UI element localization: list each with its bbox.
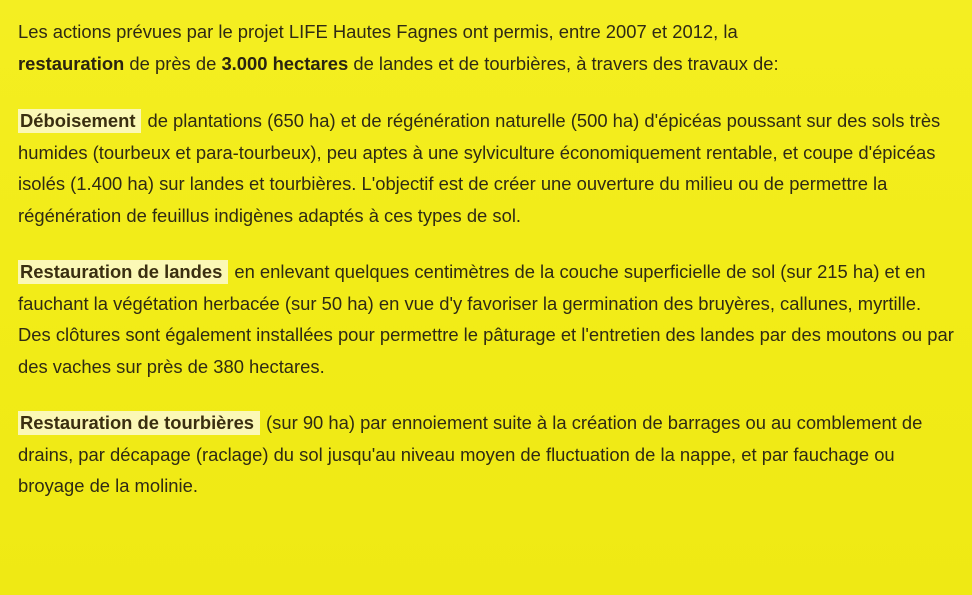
intro-bold-restauration: restauration	[18, 52, 125, 74]
intro-text-3: de landes et de tourbières, à travers des travaux de:	[348, 52, 779, 74]
intro-text-2: de près de	[124, 52, 222, 74]
section-tourbieres	[18, 407, 958, 502]
section-landes	[18, 256, 958, 382]
intro-bold-hectares: 3.000 hectares	[221, 52, 349, 74]
section-title-tourbieres: Restauration de tourbières	[18, 411, 260, 435]
section-deboisement	[18, 105, 958, 231]
intro-text-1: Les actions prévues par le projet LIFE Hautes Fagnes ont permis, entre 2007 et 2012, la	[18, 21, 738, 42]
intro-paragraph	[18, 16, 958, 79]
section-title-landes: Restauration de landes	[18, 260, 228, 284]
section-title-deboisement: Déboisement	[18, 109, 141, 133]
section-text-deboisement: de plantations (650 ha) et de régénération naturelle (500 ha) d'épicéas poussant sur des sols très humides (tourbeux et para-tourbeux), peu aptes à une sylviculture économiquement rentable, et coupe d'épicéas isolés (1.400 ha) sur landes et tourbières. L'objectif est de créer une ouverture du milieu ou de permettre la régénération de feuillus indigènes adaptés à ces types de sol.	[18, 110, 941, 226]
section-text-landes: en enlevant quelques centimètres de la couche superficielle de sol (sur 215 ha) et en fauchant la végétation herbacée (sur 50 ha) en vue d'y favoriser la germination des bruyères, callunes, myrtille. Des clôtures sont également installées pour permettre le pâturage et l'entretien des landes par des moutons ou par des vaches sur près de 380 hectares.	[18, 261, 954, 377]
section-text-tourbieres: (sur 90 ha) par ennoiement suite à la création de barrages ou au comblement de drains, par décapage (raclage) du sol jusqu'au niveau moyen de fluctuation de la nappe, et par fauchage ou broyage de la molinie.	[18, 412, 923, 496]
